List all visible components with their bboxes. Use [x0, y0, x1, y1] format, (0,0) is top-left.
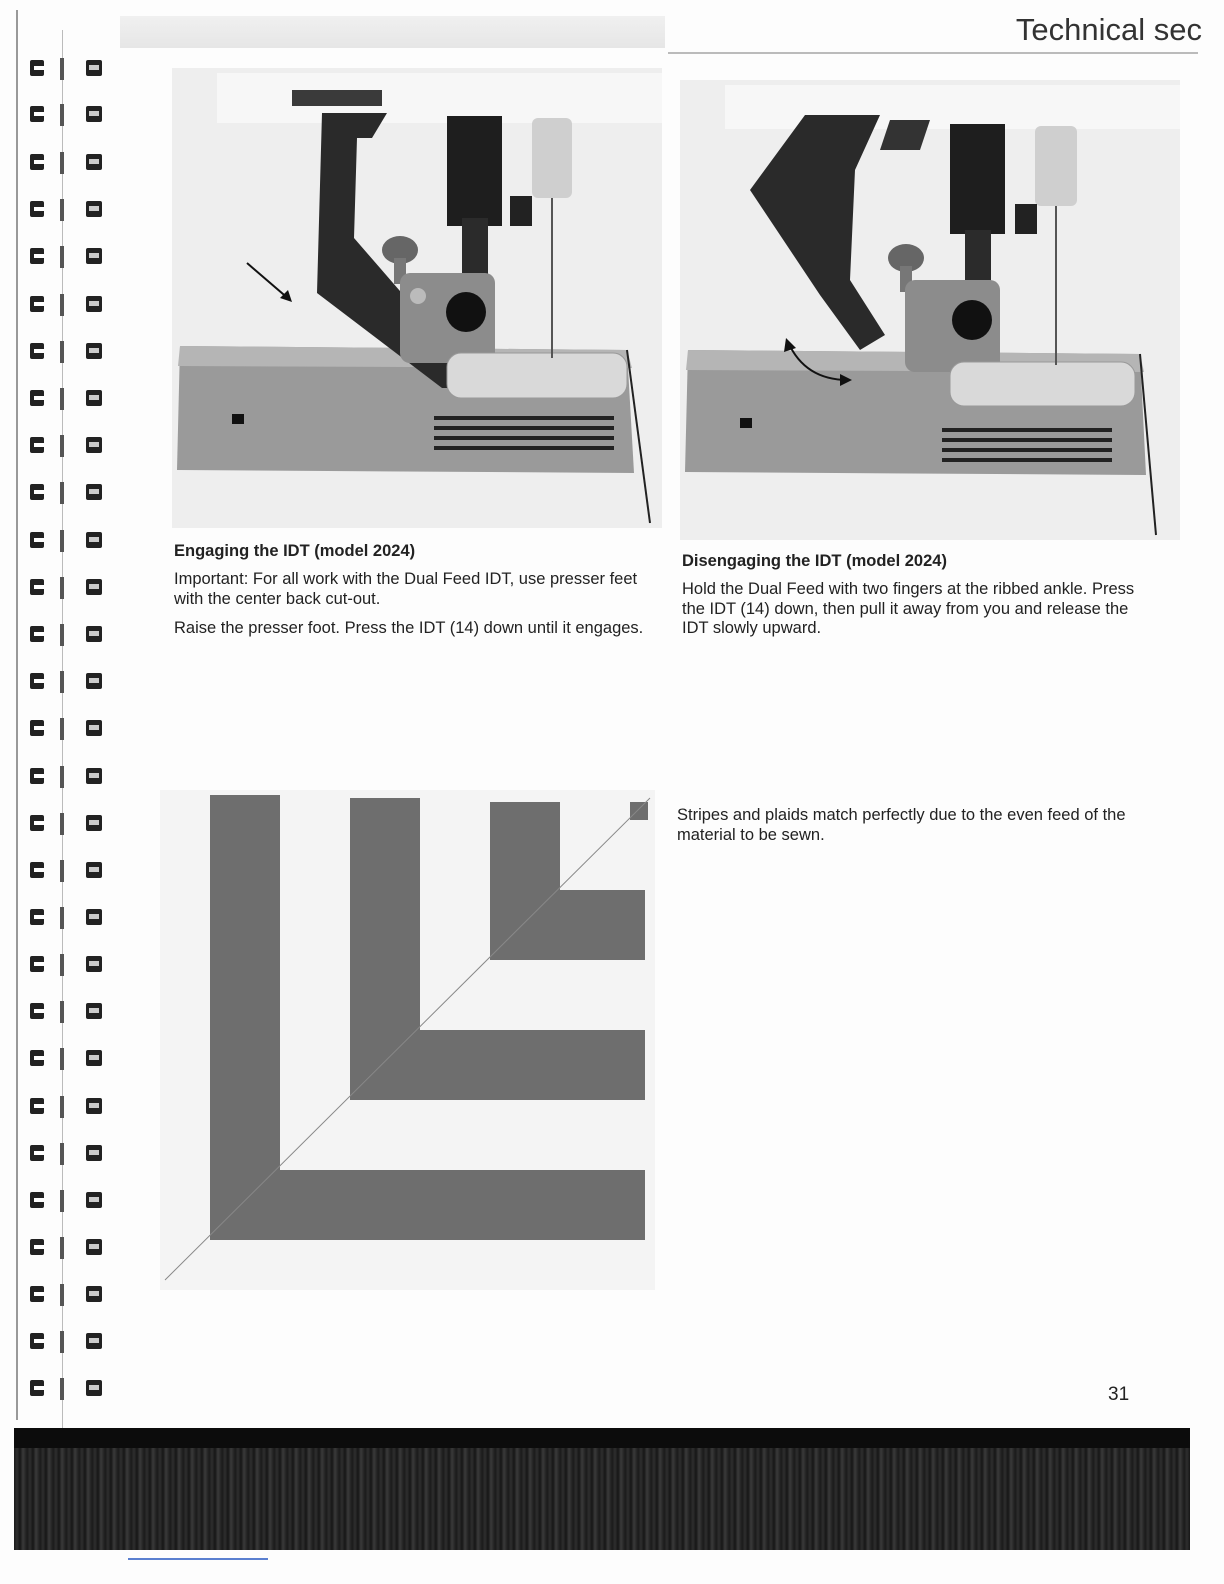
binding-ring — [30, 1237, 106, 1259]
caption-stripes — [677, 806, 1147, 856]
binding-ring — [30, 482, 106, 504]
binding-ring — [30, 624, 106, 646]
binding-ring — [30, 1378, 106, 1400]
section-title: Technical sec — [1015, 12, 1202, 47]
matched-stripes-figure — [160, 790, 655, 1290]
binding-ring — [30, 246, 106, 268]
paragraph-stripes: Stripes and plaids match perfectly due to the even feed of the material to be sewn. — [677, 806, 1126, 844]
scan-shadow-band — [14, 1428, 1190, 1550]
footer-accent-line — [128, 1558, 268, 1560]
header-shade-bar — [120, 16, 665, 48]
photo-engaging-idt — [172, 68, 662, 528]
binding-ring — [30, 577, 106, 599]
binding-ring — [30, 1331, 106, 1353]
caption-engaging — [174, 542, 654, 649]
binding-ring — [30, 1190, 106, 1212]
binding-ring — [30, 1096, 106, 1118]
paragraph-important: Important: For all work with the Dual Feed IDT, use presser feet with the center back cut-out. — [174, 569, 638, 608]
spiral-binding — [0, 0, 120, 1430]
binding-ring — [30, 104, 106, 126]
binding-ring — [30, 1001, 106, 1023]
binding-ring — [30, 152, 106, 174]
binding-ring — [30, 907, 106, 929]
binding-ring — [30, 1143, 106, 1165]
binding-ring — [30, 1048, 106, 1070]
heading-disengaging: Disengaging the IDT (model 2024) — [682, 552, 947, 570]
binding-ring — [30, 199, 106, 221]
binding-ring — [30, 341, 106, 363]
header-rule — [668, 52, 1198, 54]
photo-disengaging-idt — [680, 80, 1180, 540]
binding-ring — [30, 860, 106, 882]
binding-ring — [30, 530, 106, 552]
caption-disengaging — [682, 552, 1152, 649]
binding-ring — [30, 294, 106, 316]
binding-ring — [30, 58, 106, 80]
binding-ring — [30, 813, 106, 835]
binding-ring — [30, 388, 106, 410]
binding-ring — [30, 766, 106, 788]
paragraph-hold-dual-feed: Hold the Dual Feed with two fingers at the ribbed ankle. Press the IDT (14) down, then pull it away from you and release the IDT slowly upward. — [682, 579, 1135, 638]
heading-engaging: Engaging the IDT (model 2024) — [174, 542, 416, 560]
binding-edge-line — [16, 10, 18, 1420]
binding-ring — [30, 954, 106, 976]
binding-ring — [30, 671, 106, 693]
paragraph-raise-foot: Raise the presser foot. Press the IDT (14) down until it engages. — [174, 619, 644, 638]
binding-ring — [30, 435, 106, 457]
page-number: 31 — [1108, 1384, 1130, 1405]
binding-ring — [30, 1284, 106, 1306]
binding-ring — [30, 718, 106, 740]
